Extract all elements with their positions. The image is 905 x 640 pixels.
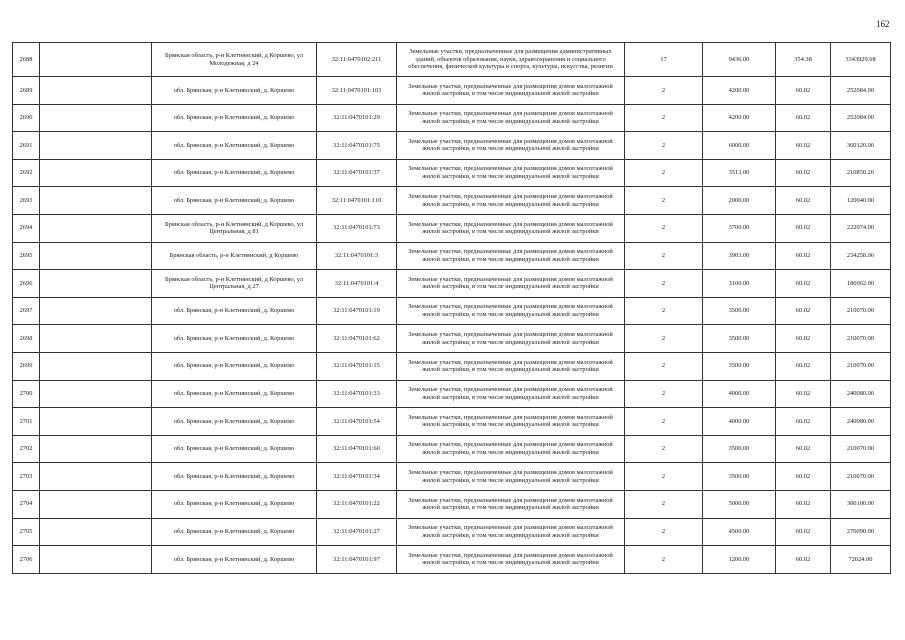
cell-area: 4000.00 [703, 408, 776, 436]
cell-address: обл. Брянская, р-н Клетнянский, д. Коршево [152, 325, 317, 353]
cell-group: 2 [625, 352, 703, 380]
cell-area: 4000.00 [703, 380, 776, 408]
cell-land-purpose: Земельные участки, предназначенные для размещения домов малоэтажной жилой застройки, в том числе индивидуальной жилой застройки [397, 159, 625, 187]
cell-record-number: 2694 [13, 214, 40, 242]
cell-record-number: 2688 [13, 43, 40, 77]
cell-record-number: 2706 [13, 546, 40, 574]
table-row [13, 159, 891, 187]
cell-address: обл. Брянская, р-н Клетнянский, д. Коршево [152, 490, 317, 518]
cell-address: обл. Брянская, р-н Клетнянский, д. Коршево [152, 352, 317, 380]
cell-group: 2 [625, 104, 703, 132]
cell-group: 2 [625, 214, 703, 242]
cell-cadastral-value: 210070.00 [831, 352, 891, 380]
cell-cadastral-value: 234258.06 [831, 242, 891, 270]
table-row [13, 187, 891, 215]
cell-cadastral-number: 32:11:0470101:29 [317, 104, 397, 132]
cell-group: 2 [625, 490, 703, 518]
cell-area: 2000.00 [703, 187, 776, 215]
cell-land-purpose: Земельные участки, предназначенные для размещения домов малоэтажной жилой застройки, в том числе индивидуальной жилой застройки [397, 77, 625, 105]
cell-land-purpose: Земельные участки, предназначенные для размещения административных зданий, объектов образования, науки, здравоохранения и социального обеспечения, физической культуры и спорта, культуры, искусства, религии [397, 43, 625, 77]
cell-area: 3500.00 [703, 352, 776, 380]
cell-empty [40, 77, 152, 105]
cell-cadastral-number: 32:11:0470101:15 [317, 352, 397, 380]
cell-specific-value: 60.02 [776, 463, 831, 491]
cell-specific-value: 60.02 [776, 297, 831, 325]
table-row [13, 408, 891, 436]
cell-specific-value: 60.02 [776, 159, 831, 187]
table-row [13, 380, 891, 408]
cell-record-number: 2698 [13, 325, 40, 353]
table-row [13, 490, 891, 518]
cell-address: обл. Брянская, р-н Клетнянский, д. Коршево [152, 77, 317, 105]
cell-address: обл. Брянская, р-н Клетнянский, д. Коршево [152, 463, 317, 491]
cell-land-purpose: Земельные участки, предназначенные для размещения домов малоэтажной жилой застройки, в том числе индивидуальной жилой застройки [397, 518, 625, 546]
table-row [13, 297, 891, 325]
cell-cadastral-value: 222074.00 [831, 214, 891, 242]
cell-empty [40, 214, 152, 242]
cell-record-number: 2689 [13, 77, 40, 105]
cell-address: Брянская область, р-н Клетнянский, д Коршево, ул Молодежная, д 24 [152, 43, 317, 77]
cell-cadastral-value: 210070.00 [831, 325, 891, 353]
cell-land-purpose: Земельные участки, предназначенные для размещения домов малоэтажной жилой застройки, в том числе индивидуальной жилой застройки [397, 270, 625, 298]
cell-address: обл. Брянская, р-н Клетнянский, д. Коршево [152, 408, 317, 436]
table-row [13, 270, 891, 298]
cell-record-number: 2704 [13, 490, 40, 518]
cell-group: 2 [625, 242, 703, 270]
table-row [13, 104, 891, 132]
table-body [13, 43, 891, 574]
cell-land-purpose: Земельные участки, предназначенные для размещения домов малоэтажной жилой застройки, в том числе индивидуальной жилой застройки [397, 242, 625, 270]
cell-cadastral-number: 32:11:0470101:37 [317, 159, 397, 187]
cell-record-number: 2699 [13, 352, 40, 380]
cell-record-number: 2690 [13, 104, 40, 132]
cell-cadastral-value: 3343929.68 [831, 43, 891, 77]
cell-address: обл. Брянская, р-н Клетнянский, д. Коршево [152, 297, 317, 325]
cell-specific-value: 60.02 [776, 132, 831, 160]
cell-specific-value: 60.02 [776, 408, 831, 436]
table-row [13, 242, 891, 270]
cell-record-number: 2696 [13, 270, 40, 298]
cell-cadastral-value: 240080.00 [831, 380, 891, 408]
cell-empty [40, 187, 152, 215]
cell-specific-value: 60.02 [776, 490, 831, 518]
table-row [13, 435, 891, 463]
table-row [13, 214, 891, 242]
cell-group: 2 [625, 325, 703, 353]
cell-empty [40, 435, 152, 463]
cell-land-purpose: Земельные участки, предназначенные для размещения домов малоэтажной жилой застройки, в том числе индивидуальной жилой застройки [397, 214, 625, 242]
cell-address: обл. Брянская, р-н Клетнянский, д. Коршево [152, 380, 317, 408]
cell-area: 1200.00 [703, 546, 776, 574]
cell-specific-value: 60.02 [776, 187, 831, 215]
cell-record-number: 2695 [13, 242, 40, 270]
table-row [13, 546, 891, 574]
cell-empty [40, 546, 152, 574]
cell-area: 4500.00 [703, 518, 776, 546]
cell-cadastral-number: 32:11:0470101:73 [317, 214, 397, 242]
cell-cadastral-number: 32:11:0470101:22 [317, 490, 397, 518]
cell-area: 9436.00 [703, 43, 776, 77]
cell-specific-value: 60.02 [776, 435, 831, 463]
cell-specific-value: 60.02 [776, 270, 831, 298]
cell-address: Брянская область, р-н Клетнянский, д Коршево, ул Центральная, д 27 [152, 270, 317, 298]
cell-group: 2 [625, 546, 703, 574]
cell-area: 6000.00 [703, 132, 776, 160]
cell-cadastral-number: 32:11:0470101:54 [317, 408, 397, 436]
cell-area: 3500.00 [703, 325, 776, 353]
cell-specific-value: 60.02 [776, 546, 831, 574]
cell-group: 2 [625, 518, 703, 546]
cell-group: 2 [625, 187, 703, 215]
cell-record-number: 2693 [13, 187, 40, 215]
cell-specific-value: 60.02 [776, 380, 831, 408]
cell-cadastral-number: 32:11:0470101:3 [317, 242, 397, 270]
cell-cadastral-value: 210070.00 [831, 297, 891, 325]
cell-address: обл. Брянская, р-н Клетнянский, д. Коршево [152, 159, 317, 187]
cell-cadastral-value: 210070.00 [831, 463, 891, 491]
cell-cadastral-number: 32:11:0470102:211 [317, 43, 397, 77]
cell-area: 3500.00 [703, 463, 776, 491]
cell-area: 3513.00 [703, 159, 776, 187]
land-registry-table [12, 42, 891, 574]
cell-cadastral-value: 360120.00 [831, 132, 891, 160]
cell-land-purpose: Земельные участки, предназначенные для размещения домов малоэтажной жилой застройки, в том числе индивидуальной жилой застройки [397, 104, 625, 132]
cell-specific-value: 60.02 [776, 77, 831, 105]
cell-land-purpose: Земельные участки, предназначенные для размещения домов малоэтажной жилой застройки, в том числе индивидуальной жилой застройки [397, 490, 625, 518]
cell-specific-value: 60.02 [776, 214, 831, 242]
cell-cadastral-number: 32:11:0470101:75 [317, 132, 397, 160]
cell-land-purpose: Земельные участки, предназначенные для размещения домов малоэтажной жилой застройки, в том числе индивидуальной жилой застройки [397, 132, 625, 160]
cell-group: 2 [625, 132, 703, 160]
cell-cadastral-number: 32:11:0470101:62 [317, 325, 397, 353]
cell-land-purpose: Земельные участки, предназначенные для размещения домов малоэтажной жилой застройки, в том числе индивидуальной жилой застройки [397, 187, 625, 215]
cell-cadastral-value: 270090.00 [831, 518, 891, 546]
cell-area: 4200.00 [703, 77, 776, 105]
table-row [13, 132, 891, 160]
cell-cadastral-value: 252084.00 [831, 104, 891, 132]
cell-address: обл. Брянская, р-н Клетнянский, д. Коршево [152, 518, 317, 546]
cell-cadastral-value: 186062.00 [831, 270, 891, 298]
cell-specific-value: 60.02 [776, 325, 831, 353]
cell-empty [40, 159, 152, 187]
cell-record-number: 2701 [13, 408, 40, 436]
table-row [13, 325, 891, 353]
cell-record-number: 2697 [13, 297, 40, 325]
cell-record-number: 2700 [13, 380, 40, 408]
cell-record-number: 2705 [13, 518, 40, 546]
cell-group: 17 [625, 43, 703, 77]
cell-cadastral-number: 32:11:0470101:103 [317, 77, 397, 105]
cell-address: обл. Брянская, р-н Клетнянский, д. Коршево [152, 104, 317, 132]
cell-address: обл. Брянская, р-н Клетнянский, д. Коршево [152, 435, 317, 463]
cell-cadastral-number: 32:11:0470101:19 [317, 297, 397, 325]
cell-empty [40, 380, 152, 408]
cell-record-number: 2702 [13, 435, 40, 463]
cell-empty [40, 490, 152, 518]
cell-land-purpose: Земельные участки, предназначенные для размещения домов малоэтажной жилой застройки, в том числе индивидуальной жилой застройки [397, 352, 625, 380]
cell-cadastral-number: 32:11:0470101:34 [317, 463, 397, 491]
cell-specific-value: 60.02 [776, 104, 831, 132]
cell-address: обл. Брянская, р-н Клетнянский, д. Коршево [152, 546, 317, 574]
cell-land-purpose: Земельные участки, предназначенные для размещения домов малоэтажной жилой застройки, в том числе индивидуальной жилой застройки [397, 546, 625, 574]
cell-empty [40, 352, 152, 380]
cell-land-purpose: Земельные участки, предназначенные для размещения домов малоэтажной жилой застройки, в том числе индивидуальной жилой застройки [397, 325, 625, 353]
cell-empty [40, 270, 152, 298]
cell-empty [40, 463, 152, 491]
cell-cadastral-value: 72024.00 [831, 546, 891, 574]
cell-group: 2 [625, 159, 703, 187]
cell-group: 2 [625, 297, 703, 325]
table-row [13, 77, 891, 105]
cell-cadastral-value: 120040.00 [831, 187, 891, 215]
cell-specific-value: 60.02 [776, 242, 831, 270]
page-number: 162 [876, 19, 890, 29]
cell-land-purpose: Земельные участки, предназначенные для размещения домов малоэтажной жилой застройки, в том числе индивидуальной жилой застройки [397, 435, 625, 463]
cell-group: 2 [625, 380, 703, 408]
cell-record-number: 2691 [13, 132, 40, 160]
cell-empty [40, 104, 152, 132]
cell-record-number: 2692 [13, 159, 40, 187]
cell-specific-value: 354.38 [776, 43, 831, 77]
cell-empty [40, 325, 152, 353]
table-row [13, 352, 891, 380]
cell-group: 2 [625, 463, 703, 491]
table-row [13, 518, 891, 546]
cell-land-purpose: Земельные участки, предназначенные для размещения домов малоэтажной жилой застройки, в том числе индивидуальной жилой застройки [397, 408, 625, 436]
cell-cadastral-value: 300100.00 [831, 490, 891, 518]
cell-specific-value: 60.02 [776, 518, 831, 546]
cell-address: Брянская область, р-н Клетнянский, д Коршево [152, 242, 317, 270]
cell-area: 3500.00 [703, 435, 776, 463]
cell-cadastral-number: 32:11:0470101:60 [317, 435, 397, 463]
cell-cadastral-number: 32:11:0470101:4 [317, 270, 397, 298]
cell-empty [40, 297, 152, 325]
cell-area: 3100.00 [703, 270, 776, 298]
cell-record-number: 2703 [13, 463, 40, 491]
cell-cadastral-value: 240080.00 [831, 408, 891, 436]
cell-cadastral-value: 252084.00 [831, 77, 891, 105]
cell-specific-value: 60.02 [776, 352, 831, 380]
cell-group: 2 [625, 408, 703, 436]
cell-empty [40, 43, 152, 77]
cell-area: 5000.00 [703, 490, 776, 518]
cell-cadastral-value: 210070.00 [831, 435, 891, 463]
cell-empty [40, 518, 152, 546]
cell-area: 3903.00 [703, 242, 776, 270]
cell-group: 2 [625, 435, 703, 463]
cell-empty [40, 132, 152, 160]
table-row [13, 463, 891, 491]
cell-cadastral-number: 32:11:0470101:110 [317, 187, 397, 215]
cell-cadastral-number: 32:11:0470101:97 [317, 546, 397, 574]
cell-cadastral-number: 32:11:0470101:27 [317, 518, 397, 546]
cell-cadastral-value: 210850.26 [831, 159, 891, 187]
cell-address: обл. Брянская, р-н Клетнянский, д. Коршево [152, 187, 317, 215]
cell-group: 2 [625, 77, 703, 105]
cell-empty [40, 408, 152, 436]
cell-area: 3700.00 [703, 214, 776, 242]
table-row [13, 43, 891, 77]
cell-land-purpose: Земельные участки, предназначенные для размещения домов малоэтажной жилой застройки, в том числе индивидуальной жилой застройки [397, 297, 625, 325]
cell-address: Брянская область, р-н Клетнянский, д Коршево, ул Центральная, д 81 [152, 214, 317, 242]
cell-area: 4200.00 [703, 104, 776, 132]
cell-cadastral-number: 32:11:0470101:33 [317, 380, 397, 408]
cell-empty [40, 242, 152, 270]
cell-land-purpose: Земельные участки, предназначенные для размещения домов малоэтажной жилой застройки, в том числе индивидуальной жилой застройки [397, 380, 625, 408]
cell-address: обл. Брянская, р-н Клетнянский, д. Коршево [152, 132, 317, 160]
cell-land-purpose: Земельные участки, предназначенные для размещения домов малоэтажной жилой застройки, в том числе индивидуальной жилой застройки [397, 463, 625, 491]
cell-area: 3500.00 [703, 297, 776, 325]
cell-group: 2 [625, 270, 703, 298]
